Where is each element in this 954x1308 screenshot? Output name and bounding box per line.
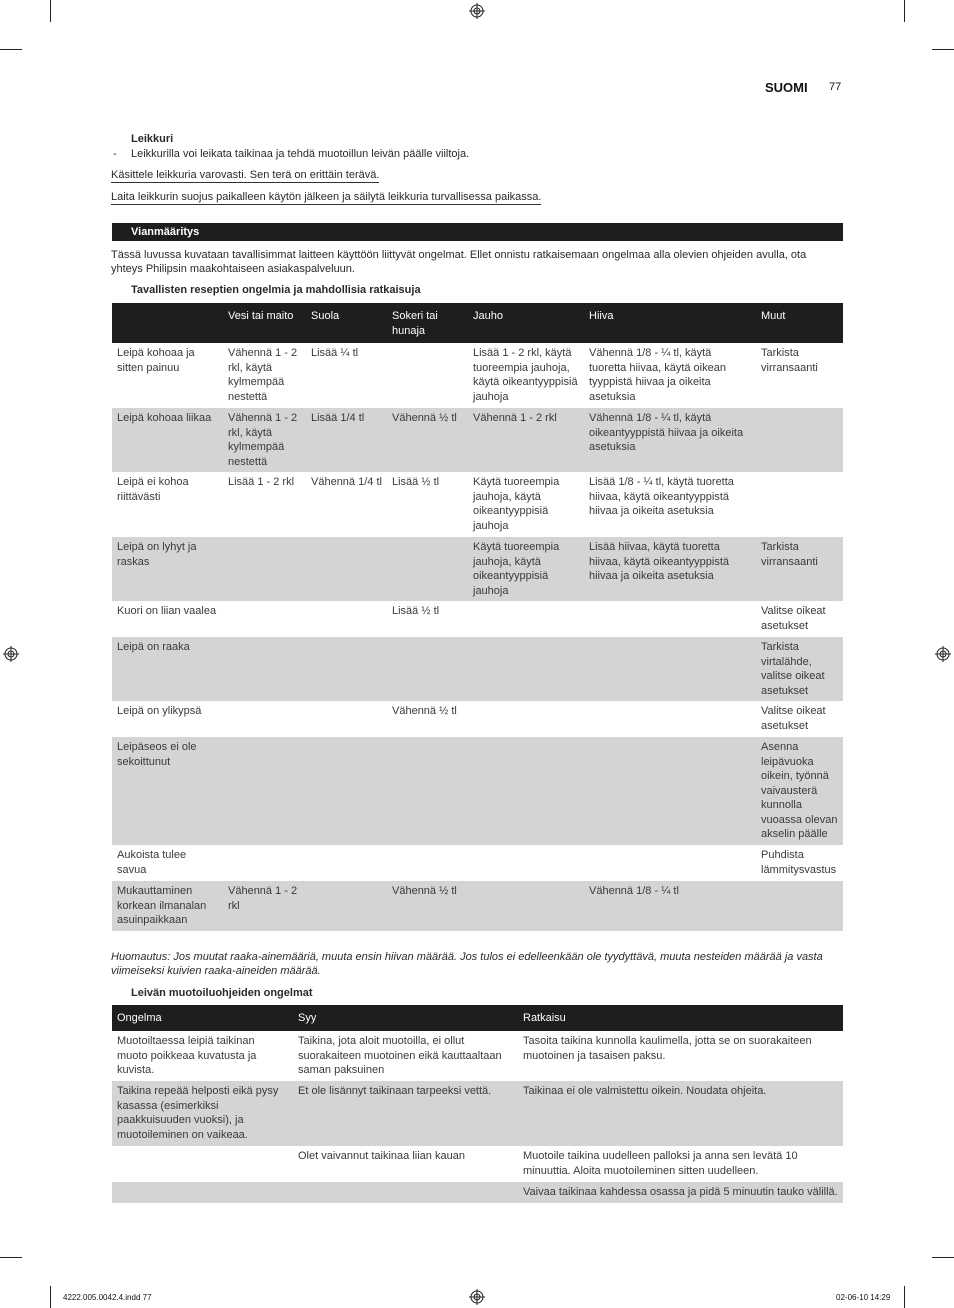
table-cell: Leipä on lyhyt ja raskas bbox=[112, 537, 223, 601]
table-cell bbox=[387, 637, 468, 701]
table1-header: Suola bbox=[306, 303, 387, 343]
table-cell bbox=[306, 637, 387, 701]
table-cell bbox=[306, 845, 387, 881]
table-cell: Muotoiltaessa leipiä taikinan muoto poikkeaa kuvatusta ja kuvista. bbox=[117, 1035, 257, 1076]
leikkuri-title: Leikkuri bbox=[131, 133, 174, 145]
table-cell: Käytä tuoreempia jauhoja, käytä oikeantyyppisiä jauhoja bbox=[473, 476, 560, 532]
table1-header: Jauho bbox=[468, 303, 584, 343]
table-cell: Leipä kohoaa liikaa bbox=[112, 408, 223, 472]
table-cell: Valitse oikeat asetukset bbox=[761, 705, 826, 732]
table-row bbox=[112, 1031, 843, 1081]
table1-header: Hiiva bbox=[584, 303, 756, 343]
table-cell: Mukauttaminen korkean ilmanalan asuinpaikkaan bbox=[112, 881, 223, 931]
leikkuri-warning-2: Laita leikkurin suojus paikalleen käytön jälkeen ja säilytä leikkuria turvallisessa paikassa. bbox=[111, 191, 542, 203]
table2-header: Syy bbox=[293, 1005, 518, 1031]
table-cell: Tasoita taikina kunnolla kaulimella, jotta se on suorakaiteen muotoinen ja tasaisen paksu. bbox=[523, 1035, 812, 1062]
table-cell bbox=[468, 737, 584, 845]
table-cell: Lisää ½ tl bbox=[392, 605, 440, 617]
table-cell bbox=[468, 637, 584, 701]
table-cell bbox=[756, 472, 843, 537]
table-cell bbox=[756, 408, 843, 472]
table-cell: Vähennä 1 - 2 rkl bbox=[223, 881, 306, 931]
table-cell: Vaivaa taikinaa kahdessa osassa ja pidä 5 minuutin tauko välillä. bbox=[518, 1182, 843, 1203]
section-title-bar: Vianmääritys bbox=[112, 223, 843, 241]
table-cell bbox=[584, 637, 756, 701]
table-cell: Lisää 1 - 2 rkl bbox=[228, 476, 295, 488]
table-cell bbox=[468, 701, 584, 737]
table-cell bbox=[584, 737, 756, 845]
crop-mark bbox=[904, 0, 905, 22]
table-row bbox=[112, 701, 843, 737]
table-cell: Vähennä 1/4 tl bbox=[311, 476, 382, 488]
table-cell bbox=[223, 537, 306, 601]
table-row bbox=[112, 408, 843, 472]
table-cell bbox=[306, 737, 387, 845]
table2-header: Ongelma bbox=[112, 1005, 293, 1031]
table-cell: Vähennä 1 - 2 rkl, käytä kylmempää nestettä bbox=[223, 408, 306, 472]
page-number: 77 bbox=[829, 81, 842, 93]
table-cell: Puhdista lämmitysvastus bbox=[761, 849, 837, 876]
table-cell bbox=[468, 881, 584, 931]
registration-mark-icon bbox=[935, 646, 951, 662]
table-cell: Käytä tuoreempia jauhoja, käytä oikeantyyppisiä jauhoja bbox=[468, 537, 584, 601]
crop-mark bbox=[50, 0, 51, 22]
table-cell: Tarkista virransaanti bbox=[756, 537, 843, 601]
crop-mark bbox=[904, 1286, 905, 1308]
crop-mark bbox=[50, 1286, 51, 1308]
crop-mark bbox=[932, 49, 954, 50]
table-cell: Taikina repeää helposti eikä pysy kasassa (esimerkiksi paakkuisuuden vuoksi), ja muotoileminen on vaikeaa. bbox=[112, 1081, 293, 1146]
table-cell: Aukoista tulee savua bbox=[117, 849, 187, 876]
table-cell: Taikinaa ei ole valmistettu oikein. Noudata ohjeita. bbox=[518, 1081, 843, 1146]
table-cell: Vähennä 1 - 2 rkl bbox=[468, 408, 584, 472]
table-row bbox=[112, 472, 843, 537]
registration-mark-icon bbox=[469, 1289, 485, 1305]
note-line-2: viimeiseksi kuivien raaka-aineiden määrää. bbox=[111, 965, 321, 977]
table1-header: Vesi tai maito bbox=[223, 303, 306, 343]
table-row bbox=[112, 737, 843, 845]
table-cell bbox=[306, 701, 387, 737]
table-row bbox=[112, 1146, 843, 1182]
table-cell bbox=[223, 601, 306, 637]
table-cell bbox=[584, 845, 756, 881]
table-cell: Leipä on raaka bbox=[112, 637, 223, 701]
table-cell bbox=[756, 881, 843, 931]
table-cell bbox=[223, 701, 306, 737]
table-cell: Vähennä 1 - 2 rkl, käytä kylmempää nestettä bbox=[228, 347, 298, 403]
table-cell: Tarkista virransaanti bbox=[761, 347, 818, 374]
note-line-1: Huomautus: Jos muutat raaka-ainemääriä, muuta ensin hiivan määrää. Jos tulos ei edelleenkään ole tyydyttävä, muuta nesteiden määrää ja vasta bbox=[111, 951, 823, 963]
table-row bbox=[112, 881, 843, 931]
table2-title: Leivän muotoiluohjeiden ongelmat bbox=[131, 987, 313, 999]
leikkuri-warning-1: Käsittele leikkuria varovasti. Sen terä on erittäin terävä. bbox=[111, 169, 380, 181]
section-intro-line-1: Tässä luvussa kuvataan tavallisimmat laitteen käyttöön liittyvät ongelmat. Ellet onnistu ratkaisemaan ongelmaa alla olevien ohjeiden avulla, ota bbox=[111, 249, 807, 261]
table-cell: Olet vaivannut taikinaa liian kauan bbox=[298, 1150, 465, 1162]
table-cell bbox=[293, 1182, 518, 1203]
table-cell bbox=[387, 845, 468, 881]
section-intro-line-2: yhteys Philipsin maakohtaiseen asiakaspalveluun. bbox=[111, 263, 355, 275]
table1-header: Sokeri tai hunaja bbox=[387, 303, 468, 343]
table-cell: Tarkista virtalähde, valitse oikeat asetukset bbox=[756, 637, 843, 701]
table-cell bbox=[223, 845, 306, 881]
section-intro bbox=[111, 248, 851, 276]
table-cell bbox=[584, 701, 756, 737]
recipe-problems-table bbox=[112, 303, 843, 931]
leikkuri-bullet: Leikkurilla voi leikata taikinaa ja tehdä muotoillun leivän päälle viiltoja. bbox=[131, 148, 470, 160]
table-cell: Leipä on ylikypsä bbox=[117, 705, 202, 717]
registration-mark-icon bbox=[3, 646, 19, 662]
table-row bbox=[112, 1081, 843, 1146]
table-cell bbox=[112, 1182, 293, 1203]
table-row bbox=[112, 637, 843, 701]
table-cell bbox=[223, 737, 306, 845]
table-row bbox=[112, 1182, 843, 1203]
table-cell: Vähennä 1/8 - ¼ tl bbox=[584, 881, 756, 931]
table1-header bbox=[112, 303, 223, 343]
registration-mark-icon bbox=[469, 3, 485, 19]
table-cell: Leipä ei kohoa riittävästi bbox=[117, 476, 189, 503]
table-cell: Asenna leipävuoka oikein, työnnä vaivausterä kunnolla vuoassa olevan akselin päälle bbox=[756, 737, 843, 845]
table-cell bbox=[306, 537, 387, 601]
table-cell bbox=[306, 881, 387, 931]
table-cell bbox=[223, 637, 306, 701]
table-cell: Muotoile taikina uudelleen palloksi ja anna sen levätä 10 minuuttia. Aloita muotoileminen sitten uudelleen. bbox=[523, 1150, 798, 1177]
table-row bbox=[112, 845, 843, 881]
table-cell: Leipä kohoaa ja sitten painuu bbox=[117, 347, 195, 374]
table-cell: Lisää 1/8 - ¼ tl, käytä tuoretta hiivaa, käytä oikeantyyppistä hiivaa ja oikeita asetuksia bbox=[589, 476, 734, 517]
table-cell bbox=[387, 537, 468, 601]
table-cell: Valitse oikeat asetukset bbox=[761, 605, 826, 632]
shaping-problems-table bbox=[112, 1005, 843, 1203]
table-cell: Vähennä ½ tl bbox=[392, 705, 457, 717]
table-cell: Lisää ¼ tl bbox=[311, 347, 359, 359]
header-language: SUOMI bbox=[765, 80, 808, 95]
table2-header: Ratkaisu bbox=[518, 1005, 843, 1031]
table-cell: Et ole lisännyt taikinaan tarpeeksi vettä. bbox=[293, 1081, 518, 1146]
table-cell bbox=[468, 601, 584, 637]
bullet-dash: - bbox=[113, 148, 117, 160]
table-row bbox=[112, 537, 843, 601]
table-cell bbox=[468, 845, 584, 881]
table1-header: Muut bbox=[756, 303, 843, 343]
table-cell: Lisää ½ tl bbox=[392, 476, 440, 488]
table-cell: Vähennä ½ tl bbox=[387, 881, 468, 931]
table-cell bbox=[306, 601, 387, 637]
table-cell bbox=[387, 343, 468, 408]
crop-mark bbox=[0, 1257, 22, 1258]
table-cell: Kuori on liian vaalea bbox=[117, 605, 217, 617]
table-row bbox=[112, 343, 843, 408]
footer-file: 4222.005.0042.4.indd 77 bbox=[63, 1293, 152, 1302]
crop-mark bbox=[0, 49, 22, 50]
table-cell: Vähennä 1/8 - ¼ tl, käytä oikeantyyppistä hiivaa ja oikeita asetuksia bbox=[584, 408, 756, 472]
table-cell: Lisää hiivaa, käytä tuoretta hiivaa, käytä oikeantyyppistä hiivaa ja oikeita asetuksia bbox=[584, 537, 756, 601]
table-cell bbox=[584, 601, 756, 637]
note bbox=[111, 950, 851, 978]
table-cell: Lisää 1/4 tl bbox=[306, 408, 387, 472]
table-row bbox=[112, 601, 843, 637]
table-cell: Vähennä ½ tl bbox=[387, 408, 468, 472]
table-cell: Taikina, jota aloit muotoilla, ei ollut suorakaiteen muotoinen eikä kauttaaltaan saman paksuinen bbox=[298, 1035, 502, 1076]
table-cell bbox=[112, 1146, 293, 1182]
table1-title: Tavallisten reseptien ongelmia ja mahdollisia ratkaisuja bbox=[131, 284, 421, 296]
crop-mark bbox=[932, 1257, 954, 1258]
table-cell: Vähennä 1/8 - ¼ tl, käytä tuoretta hiivaa, käytä oikean tyyppistä hiivaa ja oikeita asetuksia bbox=[589, 347, 726, 403]
table-cell: Lisää 1 - 2 rkl, käytä tuoreempia jauhoja, käytä oikeantyyppisiä jauhoja bbox=[473, 347, 578, 403]
table-cell: Leipäseos ei ole sekoittunut bbox=[112, 737, 223, 845]
table-cell bbox=[387, 737, 468, 845]
footer-date: 02-06-10 14:29 bbox=[836, 1293, 891, 1302]
